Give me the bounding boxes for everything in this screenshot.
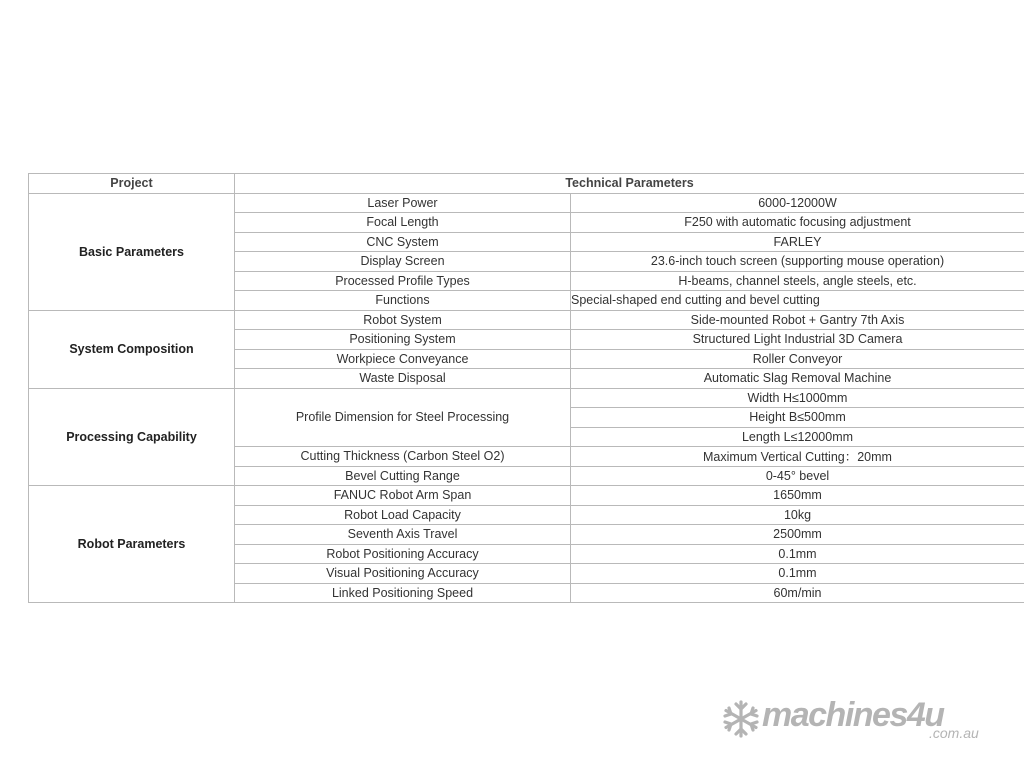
watermark-domain: .com.au [929, 725, 979, 741]
snowflake-logo-icon [722, 700, 760, 738]
param-value: Length L≤12000mm [571, 427, 1024, 447]
param-value: 23.6-inch touch screen (supporting mouse operation) [571, 252, 1024, 272]
table-row [29, 310, 1024, 330]
watermark-text: machines4u [762, 696, 944, 734]
param-value: Width H≤1000mm [571, 388, 1024, 408]
param-name: Linked Positioning Speed [235, 583, 571, 603]
header-technical-parameters: Technical Parameters [235, 174, 1024, 194]
param-value: FARLEY [571, 232, 1024, 252]
param-value: 0-45° bevel [571, 466, 1024, 486]
group-processing-capability: Processing Capability [29, 388, 235, 486]
param-name: Robot Load Capacity [235, 505, 571, 525]
param-value: Structured Light Industrial 3D Camera [571, 330, 1024, 350]
param-value: 0.1mm [571, 564, 1024, 584]
param-value: Height B≤500mm [571, 408, 1024, 428]
param-name: Display Screen [235, 252, 571, 272]
param-value: Special-shaped end cutting and bevel cutting [571, 291, 1024, 311]
group-basic-parameters: Basic Parameters [29, 193, 235, 310]
param-name: Robot System [235, 310, 571, 330]
param-name: Processed Profile Types [235, 271, 571, 291]
group-system-composition: System Composition [29, 310, 235, 388]
param-value: Roller Conveyor [571, 349, 1024, 369]
param-value: 6000-12000W [571, 193, 1024, 213]
param-name: CNC System [235, 232, 571, 252]
param-value: 10kg [571, 505, 1024, 525]
param-value: H-beams, channel steels, angle steels, etc. [571, 271, 1024, 291]
param-value: Automatic Slag Removal Machine [571, 369, 1024, 389]
param-value: 2500mm [571, 525, 1024, 545]
param-name: Visual Positioning Accuracy [235, 564, 571, 584]
machines4u-watermark [722, 698, 992, 744]
table-row [29, 193, 1024, 213]
param-name: Profile Dimension for Steel Processing [235, 388, 571, 447]
header-project: Project [29, 174, 235, 194]
param-value: F250 with automatic focusing adjustment [571, 213, 1024, 233]
param-name: Cutting Thickness (Carbon Steel O2) [235, 447, 571, 467]
param-name: Functions [235, 291, 571, 311]
param-value: 60m/min [571, 583, 1024, 603]
param-value: Side-mounted Robot + Gantry 7th Axis [571, 310, 1024, 330]
table-header-row [29, 174, 1024, 194]
param-name: Focal Length [235, 213, 571, 233]
param-value: 0.1mm [571, 544, 1024, 564]
group-robot-parameters: Robot Parameters [29, 486, 235, 603]
param-name: Robot Positioning Accuracy [235, 544, 571, 564]
param-name: Workpiece Conveyance [235, 349, 571, 369]
param-name: Bevel Cutting Range [235, 466, 571, 486]
param-name: Waste Disposal [235, 369, 571, 389]
param-value: Maximum Vertical Cutting：20mm [571, 447, 1024, 467]
param-value: 1650mm [571, 486, 1024, 506]
table-row [29, 388, 1024, 408]
param-name: Positioning System [235, 330, 571, 350]
table-row [29, 486, 1024, 506]
param-name: FANUC Robot Arm Span [235, 486, 571, 506]
param-name: Seventh Axis Travel [235, 525, 571, 545]
spec-table [28, 173, 1024, 603]
param-name: Laser Power [235, 193, 571, 213]
